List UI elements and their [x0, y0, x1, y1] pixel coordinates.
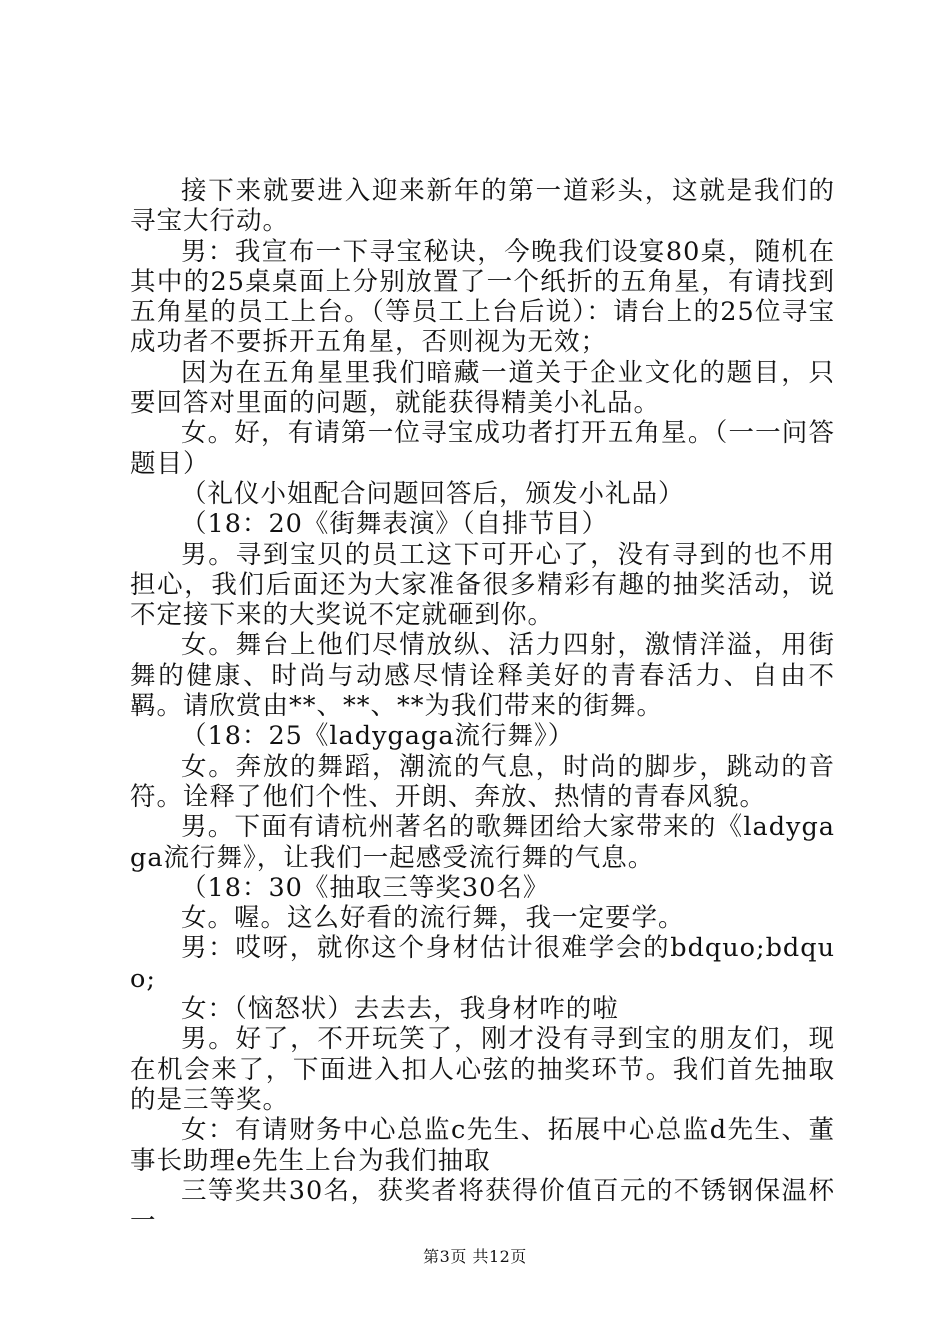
paragraph-3: 因为在五角星里我们暗藏一道关于企业文化的题目，只要回答对里面的问题，就能获得精美小礼品。	[130, 357, 835, 419]
paragraph-15: 女：（恼怒状）去去去，我身材咋的啦	[181, 994, 619, 1025]
paragraph-2: 男：我宣布一下寻宝秘诀，今晚我们设宴80桌，随机在其中的25桌桌面上分别放置了一个纸折的五角星，有请找到五角星的员工上台。（等员工上台后说）：请台上的25位寻宝成功者不要拆开五角星，否则视为无效；	[130, 236, 835, 358]
document-body	[130, 176, 835, 1236]
paragraph-18: 三等奖共30名，获奖者将获得价值百元的不锈钢保温杯一	[130, 1175, 835, 1237]
paragraph-13: 女。喔。这么好看的流行舞，我一定要学。	[181, 903, 685, 934]
paragraph-4: 女。好，有请第一位寻宝成功者打开五角星。（一一问答题目）	[130, 418, 835, 479]
paragraph-14: 男：哎呀，就你这个身材估计很难学会的bdquo;bdquo;	[130, 933, 835, 994]
paragraph-16: 男。好了，不开玩笑了，刚才没有寻到宝的朋友们，现在机会来了，下面进入扣人心弦的抽奖环节。我们首先抽取的是三等奖。	[130, 1024, 835, 1115]
page-number-footer: 第3页 共12页	[423, 1247, 527, 1266]
paragraph-11: 男。下面有请杭州著名的歌舞团给大家带来的《ladygaga流行舞》，让我们一起感受流行舞的气息。	[130, 812, 835, 873]
paragraph-8: 女。舞台上他们尽情放纵、活力四射，激情洋溢，用街舞的健康、时尚与动感尽情诠释美好的青春活力、自由不羁。请欣赏由**、**、**为我们带来的街舞。	[130, 630, 835, 722]
paragraph-9: （18：25《ladygaga流行舞》）	[181, 721, 575, 752]
paragraph-5: （礼仪小姐配合问题回答后，颁发小礼品）	[181, 478, 685, 509]
paragraph-6: （18：20《街舞表演》（自排节目）	[181, 509, 609, 540]
paragraph-12: （18：30《抽取三等奖30名》	[181, 872, 550, 903]
paragraph-10: 女。奔放的舞蹈，潮流的气息，时尚的脚步，跳动的音符。诠释了他们个性、开朗、奔放、热情的青春风貌。	[130, 751, 835, 812]
paragraph-7: 男。寻到宝贝的员工这下可开心了，没有寻到的也不用担心，我们后面还为大家准备很多精彩有趣的抽奖活动，说不定接下来的大奖说不定就砸到你。	[130, 539, 835, 631]
paragraph-1: 接下来就要进入迎来新年的第一道彩头，这就是我们的寻宝大行动。	[130, 176, 835, 237]
paragraph-17: 女：有请财务中心总监c先生、拓展中心总监d先生、董事长助理e先生上台为我们抽取	[130, 1115, 835, 1176]
